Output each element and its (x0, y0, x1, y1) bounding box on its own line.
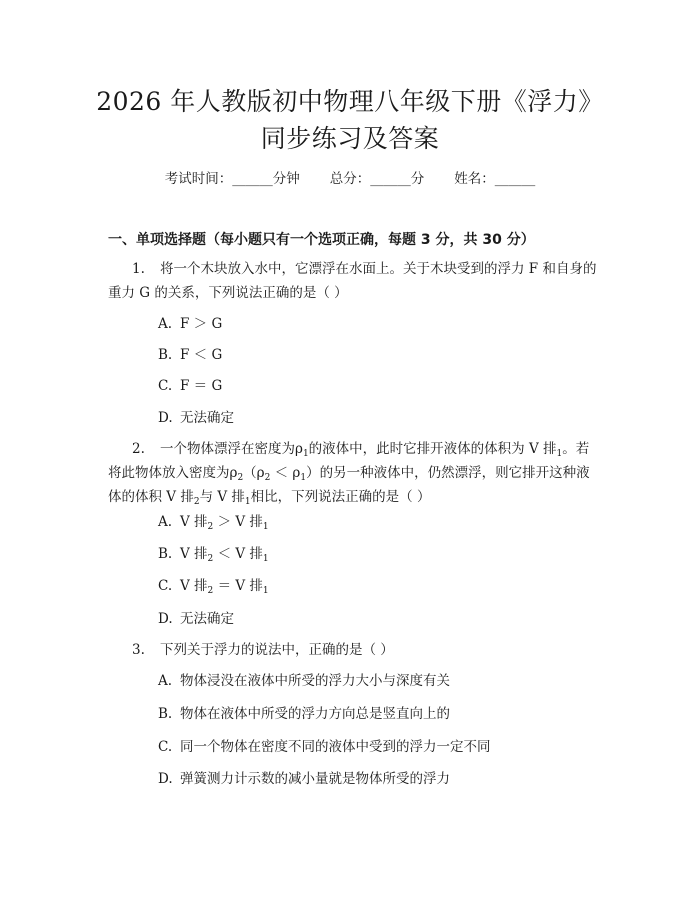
question-1-option-d (158, 408, 234, 428)
option-text: F ＞ G (180, 316, 223, 332)
option-label: A. (158, 316, 173, 332)
option-label: A. (158, 514, 173, 530)
option-text: 弹簧测力计示数的减小量就是物体所受的浮力 (180, 771, 450, 787)
option-label: C. (158, 739, 173, 755)
subscript: 1 (556, 449, 563, 459)
question-2-option-b (158, 544, 269, 564)
question-3-option-a (158, 671, 450, 691)
question-text-part: ＜ ρ (270, 465, 301, 481)
question-text-part: ）的另一种液体中，仍然漂浮，则它排开这种液体的体积 V 排 (108, 465, 590, 505)
option-text: F ＝ G (180, 378, 223, 394)
question-text-part: （ρ (243, 465, 265, 481)
question-number: 1. (132, 261, 145, 277)
option-label: D. (158, 771, 173, 787)
option-label: B. (158, 347, 173, 363)
option-text-part: ＜ V 排 (213, 546, 263, 562)
option-text: 无法确定 (180, 611, 234, 627)
subscript: 1 (262, 554, 269, 564)
question-number: 3. (132, 642, 145, 658)
question-text-part: 相比，下列说法正确的是（ ） (250, 489, 431, 505)
question-text-part: 。若将此物体放入密度为ρ (108, 441, 590, 481)
question-number: 2. (132, 441, 145, 457)
question-1-option-b (158, 345, 222, 365)
option-text-part: V 排 (180, 546, 208, 562)
question-text: 将一个木块放入水中，它漂浮在水面上。关于木块受到的浮力 F 和自身的重力 G 的关系，下列说法正确的是（ ） (108, 261, 597, 301)
question-1-option-c (158, 376, 222, 396)
question-2-option-a (158, 512, 269, 532)
subscript: 1 (302, 449, 309, 459)
document-title-line-2: 同步练习及答案 (260, 124, 440, 153)
subscript: 2 (207, 554, 214, 564)
document-title-line-1: 2026 年人教版初中物理八年级下册《浮力》 (96, 87, 604, 116)
option-label: D. (158, 611, 173, 627)
subscript: 2 (207, 522, 214, 532)
subscript: 2 (237, 473, 244, 483)
question-3-option-d (158, 769, 450, 789)
subscript: 1 (262, 522, 269, 532)
question-text-part: 与 V 排 (199, 489, 245, 505)
option-label: C. (158, 578, 173, 594)
subscript: 2 (207, 586, 214, 596)
subscript: 1 (300, 473, 307, 483)
section-heading-single-choice: 一、单项选择题（每小题只有一个选项正确，每题 3 分，共 30 分） (108, 232, 535, 248)
question-2 (108, 437, 602, 509)
option-text: 物体浸没在液体中所受的浮力大小与深度有关 (180, 673, 450, 689)
option-text: F ＜ G (180, 347, 223, 363)
option-text-part: ＝ V 排 (213, 578, 263, 594)
option-text-part: V 排 (180, 578, 208, 594)
subscript: 2 (193, 497, 200, 507)
option-label: B. (158, 706, 173, 722)
question-1 (108, 257, 602, 305)
question-3-option-b (158, 704, 450, 724)
option-text: 无法确定 (180, 410, 234, 426)
question-3-option-c (158, 737, 491, 757)
exam-time-field: 考试时间：______分钟 (164, 171, 300, 187)
subscript: 1 (262, 586, 269, 596)
option-label: B. (158, 546, 173, 562)
option-text: 物体在液体中所受的浮力方向总是竖直向上的 (180, 706, 450, 722)
option-label: D. (158, 410, 173, 426)
exam-meta-line (0, 169, 700, 189)
question-2-option-c (158, 576, 269, 596)
option-text: 同一个物体在密度不同的液体中受到的浮力一定不同 (180, 739, 491, 755)
option-label: A. (158, 673, 173, 689)
question-text: 下列关于浮力的说法中，正确的是（ ） (160, 642, 394, 658)
option-text-part: V 排 (180, 514, 208, 530)
subscript: 2 (264, 473, 271, 483)
question-3 (108, 638, 602, 662)
question-text-part: 的液体中，此时它排开液体的体积为 V 排 (308, 441, 557, 457)
total-score-field: 总分：______分 (329, 171, 425, 187)
option-text-part: ＞ V 排 (213, 514, 263, 530)
question-text-part: 一个物体漂浮在密度为ρ (160, 441, 303, 457)
student-name-field: 姓名：______ (454, 171, 536, 187)
question-2-option-d (158, 609, 234, 629)
option-label: C. (158, 378, 173, 394)
question-1-option-a (158, 314, 222, 334)
subscript: 1 (244, 497, 251, 507)
